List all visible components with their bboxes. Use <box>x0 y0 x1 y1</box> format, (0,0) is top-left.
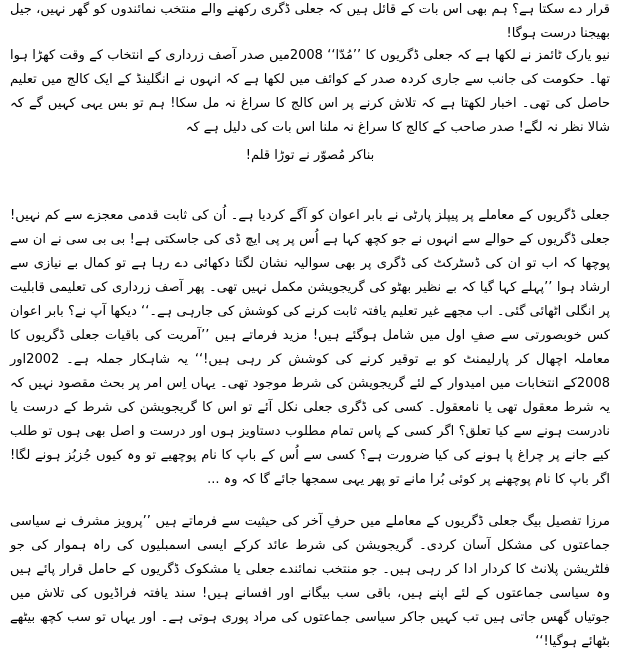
paragraph-mirza: مرزا تفصیل بیگ جعلی ڈگریوں کے معاملے میں حرفِ آخر کی حیثیت سے فرماتے ہیں ’’پرویز مشرف نے سیاسی جماعتوں کی مشکل آسان کردی۔ گریجویشن کی شرط عائد کرکے ایسی اسمبلیوں کی راہ ہموار کی جو فلٹریشن پلانٹ کا کردار ادا کر رہی ہیں۔ جو منتخب نمائندے جعلی یا مشکوک ڈگریوں کے حامل قرار پائے ہیں وہ سیاسی جماعتوں کے لئے اپنے ہیں، باقی سب بیگانے اور افسانے ہیں! سند یافتہ فراڈیوں کی تلاش میں جوتیاں گھس جاتی ہیں تب کہیں جاکر سیاسی جماعتوں کی مراد پوری ہوتی ہے۔ اور یہاں تو سب کچھ بیٹھے بٹھائے ہوگیا!‘‘ <box>10 514 610 649</box>
subheading: بناکر مُصوّر نے توڑا قلم! <box>245 148 375 163</box>
top-line-text: قرار دے سکتا ہے؟ ہم بھی اس بات کے قائل ہیں کہ جعلی ڈگری رکھنے والے منتخب نمائندوں کو گھر نہیں، جیل بھیجنا درست ہوگا! <box>10 2 610 41</box>
paragraph-babar-awan: جعلی ڈگریوں کے معاملے پر پیپلز پارٹی نے بابر اعوان کو آگے کردیا ہے۔ اُن کی ثابت قدمی معجزے سے کم نہیں! جعلی ڈگریوں کے حوالے سے انہوں نے جو کچھ کہا ہے اُس پر پی ایچ ڈی کی جاسکتی ہے! بی بی سی نے ان سے پوچھا کہ اب تو ان کی ڈسٹرکٹ کی ڈگری پر بھی سوالیہ نشان لگتا دکھائی دے رہا ہے تو کمال بے نیازی سے ارشاد ہوا ’’پہلے کہا گیا کہ بے نظیر بھٹو کی گریجویشن مکمل نہیں تھی۔ پھر آصف زرداری کی تعلیمی قابلیت پر انگلی اٹھائی گئی۔ اب مجھے غیر تعلیم یافتہ ثابت کرنے کی کوشش کی جارہی ہے۔‘‘ دیکھا آپ نے؟ بابر اعوان کس خوبصورتی سے صفِ اول میں شامل ہوگئے ہیں! مزید فرماتے ہیں ’’آمریت کی باقیات جعلی ڈگریوں کا معاملہ اچھال کر پارلیمنٹ کو بے توقیر کرنے کی کوشش کر رہی ہیں!‘‘ یہ شاہکار جملہ ہے۔ 2002اور 2008کے انتخابات میں امیدوار کے لئے گریجویشن کی شرط موجود تھی۔ یہاں اِس امر پر بحث مقصود نہیں کہ یہ شرط معقول تھی یا نامعقول۔ کسی کی ڈگری جعلی نکل آئے تو اس کا گریجویشن کی شرط کے درست یا نادرست ہونے سے کیا تعلق؟ اگر کسی کے پاس تمام مطلوب دستاویز ہوں اور درست و اصل بھی ہوں تو طلب کیے جانے پر چراغ پا ہونے کی کیا ضرورت ہے؟ کسی سے اُس کے باپ کا نام پوچھیے تو وہ کیوں جُزبُز ہونے لگا! اگر باپ کا نام پوچھنے پر کوئی بُرا مانے تو پھر یہی سمجھا جائے گا کہ وہ ... <box>10 208 610 487</box>
paragraph-nyt: نیو یارک ٹائمز نے لکھا ہے کہ جعلی ڈگریوں کا ’’مُدّا‘‘ 2008میں صدر آصف زرداری کے انتخاب کے وقت کھڑا ہوا تھا۔ حکومت کی جانب سے جاری کردہ صدر کے کوائف میں لکھا ہے کہ انہوں نے انگلینڈ کے ایک کالج میں تعلیم حاصل کی تھی۔ اخبار لکھتا ہے کہ تلاش کرنے پر اس کالج کا سراغ نہ مل سکا! ہم تو بس یہی کہیں گے کہ شالا نظر نہ لگے! صدر صاحب کے کالج کا سراغ نہ ملنا اس بات کی دلیل ہے کہ <box>10 48 611 135</box>
